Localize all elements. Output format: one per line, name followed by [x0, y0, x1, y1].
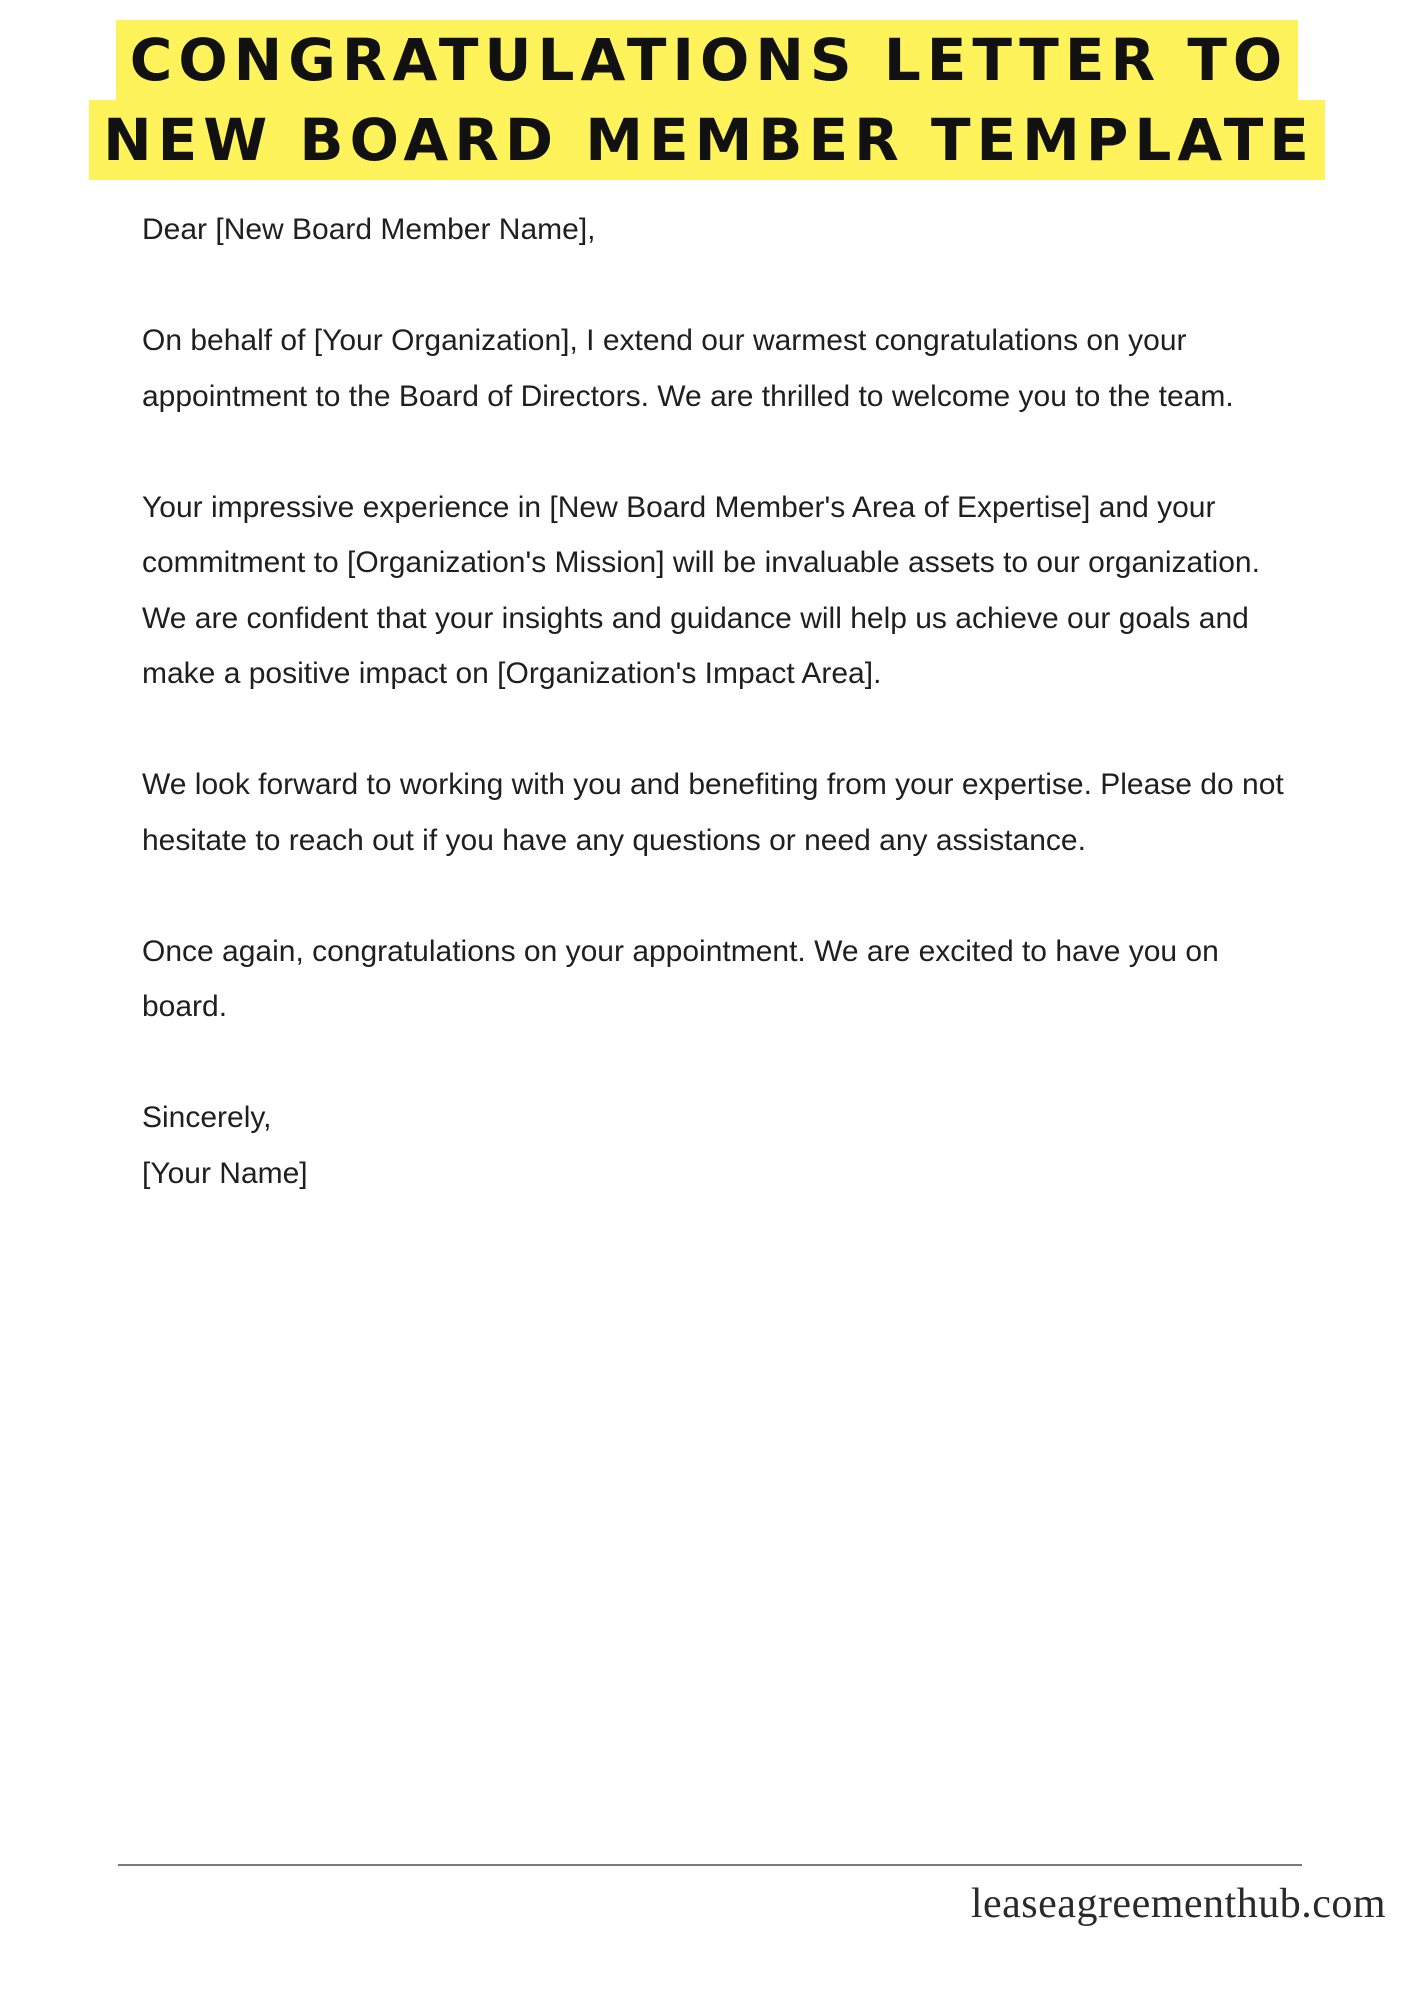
closing: Sincerely,	[142, 1101, 272, 1134]
paragraph-congratulations: On behalf of [Your Organization], I extend our warmest congratulations on your appointment to the Board of Directors. We are thrilled to welcome you to the team.	[142, 324, 1234, 413]
title-line-1: CONGRATULATIONS LETTER TO	[116, 20, 1298, 100]
title-line-2: NEW BOARD MEMBER TEMPLATE	[89, 100, 1325, 180]
footer-website: leaseagreementhub.com	[970, 1881, 1386, 1927]
signature-placeholder: [Your Name]	[142, 1156, 308, 1190]
paragraph-experience: Your impressive experience in [New Board Member's Area of Expertise] and your commitment to [Organization's Mission] will be invaluable assets to our organization. We are confident that your insights and guidance will help us achieve our goals and make a positive impact on [Organization's Impact Area].	[142, 490, 1260, 690]
letter-body	[142, 202, 1302, 1201]
paragraph-look-forward: We look forward to working with you and benefiting from your expertise. Please do not hesitate to reach out if you have any questions or need any assistance.	[142, 768, 1284, 857]
paragraph-once-again: Once again, congratulations on your appointment. We are excited to have you on board.	[142, 934, 1219, 1023]
document-title	[0, 20, 1414, 180]
closing-block	[142, 1090, 1302, 1201]
footer-divider	[118, 1864, 1302, 1866]
salutation: Dear [New Board Member Name],	[142, 213, 596, 246]
